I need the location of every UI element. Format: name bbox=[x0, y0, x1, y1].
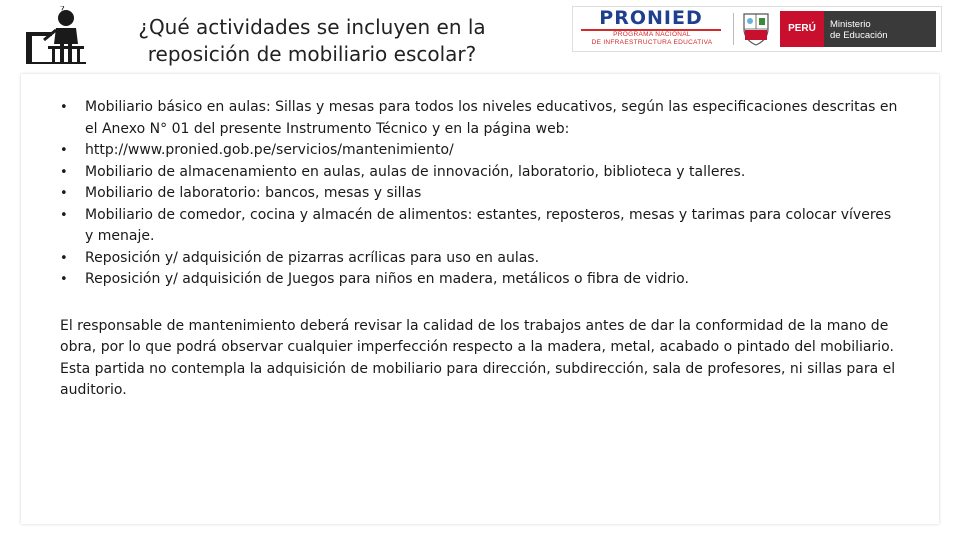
svg-text:?: ? bbox=[60, 6, 65, 15]
list-item-link[interactable]: • http://www.pronied.gob.pe/servicios/mantenimiento/ bbox=[60, 140, 900, 162]
page-title bbox=[92, 14, 532, 68]
list-item: • Mobiliario de almacenamiento en aulas, aulas de innovación, laboratorio, biblioteca y talleres. bbox=[60, 162, 900, 184]
slide-header bbox=[0, 0, 960, 74]
pronied-tagline-line-1: PROGRAMA NACIONAL bbox=[613, 31, 691, 38]
activities-list bbox=[60, 97, 900, 291]
list-item: • Reposición y/ adquisición de pizarras acrílicas para uso en aulas. bbox=[60, 248, 900, 270]
logo-divider bbox=[733, 13, 734, 45]
pronied-wordmark: PRONIED bbox=[599, 7, 703, 29]
title-line-1: ¿Qué actividades se incluyen en la bbox=[138, 15, 486, 39]
list-item: • Mobiliario de comedor, cocina y almacén de alimentos: estantes, reposteros, mesas y tarimas para colocar víveres y menaje. bbox=[60, 205, 900, 248]
pronied-logo bbox=[577, 8, 727, 48]
pronied-tagline-line-2: DE INFRAESTRUCTURA EDUCATIVA bbox=[591, 39, 713, 46]
pronied-tagline bbox=[577, 31, 727, 47]
teacher-at-blackboard-icon bbox=[26, 6, 86, 64]
institution-logos bbox=[572, 6, 942, 52]
notes bbox=[60, 316, 900, 402]
ministerio-line-1: Ministerio bbox=[830, 19, 871, 30]
list-item: • Mobiliario básico en aulas: Sillas y mesas para todos los niveles educativos, según las especificaciones descritas en el Anexo N° 01 del presente Instrumento Técnico y en la página web: bbox=[60, 97, 900, 140]
list-item: • Mobiliario de laboratorio: bancos, mesas y sillas bbox=[60, 183, 900, 205]
title-line-2: reposición de mobiliario escolar? bbox=[147, 42, 477, 66]
peru-coat-of-arms-icon bbox=[741, 11, 771, 47]
peru-label: PERÚ bbox=[780, 11, 824, 47]
slide-body bbox=[60, 97, 900, 402]
list-item: • Reposición y/ adquisición de Juegos para niños en madera, metálicos o fibra de vidrio. bbox=[60, 269, 900, 291]
paragraph-exclusions: Esta partida no contempla la adquisición de mobiliario para dirección, subdirección, sala de profesores, ni sillas para el auditorio. bbox=[60, 360, 896, 398]
paragraph-responsible: El responsable de mantenimiento deberá revisar la calidad de los trabajos antes de dar la conformidad de la mano de obra, por lo que podrá observar cualquier imperfección respecto a la madera, metal, acabado o pintado del mobiliario. bbox=[60, 317, 894, 355]
ministerio-line-2: de Educación bbox=[830, 30, 888, 41]
ministerio-label bbox=[824, 11, 936, 47]
